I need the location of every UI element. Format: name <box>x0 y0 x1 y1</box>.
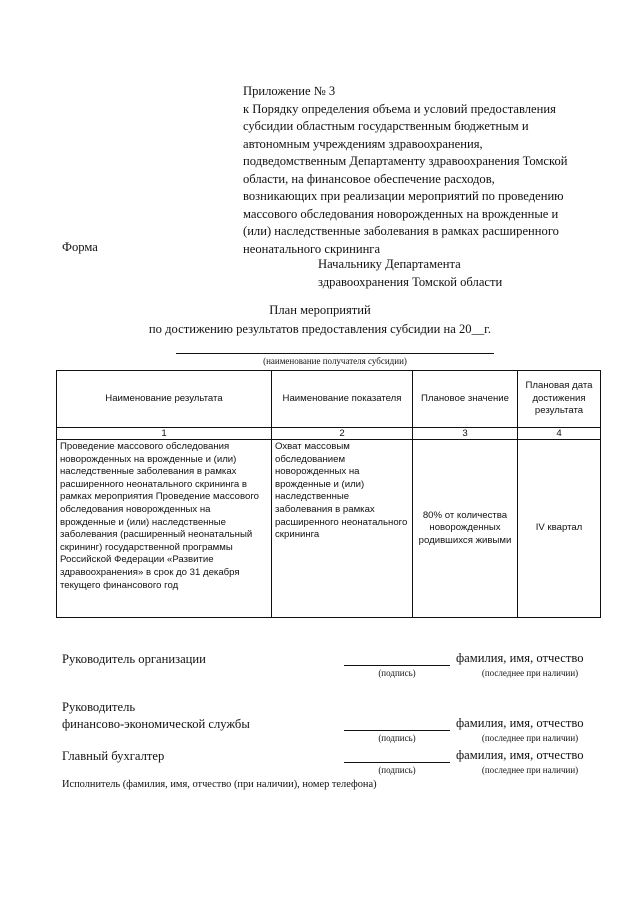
fio-caption: (последнее при наличии) <box>481 668 579 678</box>
column-number-row <box>57 428 601 440</box>
finance-head-signature-line[interactable] <box>344 730 450 731</box>
table-row <box>57 440 601 618</box>
plan-subtitle: по достижению результатов предоставления субсидии на 20__г. <box>148 322 492 336</box>
column-header: Плановая дата достижения результата <box>518 371 601 428</box>
fio-caption: (последнее при наличии) <box>481 765 579 775</box>
accountant-fio: фамилия, имя, отчество <box>456 748 584 762</box>
appendix-line: к Порядку определения объема и условий предоставления <box>243 101 556 116</box>
finance-head-fio: фамилия, имя, отчество <box>456 716 584 730</box>
column-number: 1 <box>57 428 272 440</box>
plan-title: План мероприятий <box>269 303 371 317</box>
appendix-line: Приложение № 3 <box>243 84 336 98</box>
appendix-line: неонатального скрининга <box>243 241 381 256</box>
head-signature-line[interactable] <box>344 665 450 666</box>
column-number: 2 <box>272 428 413 440</box>
appendix-line: области, на финансовое обеспечение расходов, <box>243 171 495 186</box>
result-cell: Проведение массового обследования новорожденных на врожденные и (или) наследственные заболевания в рамках расширенного неонатального скрининга в рамках мероприятия Проведение массового обследования новорожденных на врожденные и (или) наследственные заболевания (расширенный неонатальный скрининг) государственной программы Российской Федерации «Развитие здравоохранения» в срок до 31 декабря текущего финансового год <box>57 440 272 618</box>
accountant-signature-line[interactable] <box>344 762 450 763</box>
finance-head-label-line: финансово-экономической службы <box>62 717 250 731</box>
appendix-line: субсидии областным государственным бюджетным и <box>243 119 529 133</box>
column-header: Наименование показателя <box>272 371 413 428</box>
head-fio: фамилия, имя, отчество <box>456 651 584 665</box>
fio-caption: (последнее при наличии) <box>481 733 579 743</box>
recipient-caption: (наименование получателя субсидии) <box>263 356 407 366</box>
column-number: 3 <box>413 428 518 440</box>
signature-caption: (подпись) <box>378 765 416 775</box>
finance-head-label <box>62 699 250 733</box>
column-number: 4 <box>518 428 601 440</box>
signature-caption: (подпись) <box>378 668 416 678</box>
addressee <box>318 256 502 291</box>
table-header-row <box>57 371 601 428</box>
plan-table <box>56 370 601 618</box>
column-header: Плановое значение <box>413 371 518 428</box>
appendix-line: возникающих при реализации мероприятий по проведению <box>243 189 564 203</box>
finance-head-label-line: Руководитель <box>62 700 136 714</box>
appendix-header <box>243 83 615 258</box>
signature-caption: (подпись) <box>378 733 416 743</box>
appendix-line: подведомственным Департаменту здравоохранения Томской <box>243 154 568 168</box>
column-header: Наименование результата <box>57 371 272 428</box>
appendix-line: автономным учреждениям здравоохранения, <box>243 136 483 151</box>
indicator-cell: Охват массовым обследованием новорожденных на врожденные и (или) наследственные заболевания в рамках расширенного неонатального скрининга <box>272 440 413 618</box>
forma-label: Форма <box>62 240 98 254</box>
addressee-line: здравоохранения Томской области <box>318 274 503 289</box>
planned-value-cell: 80% от количества новорожденных родившихся живыми <box>413 440 518 618</box>
executor-line: Исполнитель (фамилия, имя, отчество (при наличии), номер телефона) <box>62 779 377 790</box>
head-label: Руководитель организации <box>62 652 206 666</box>
recipient-name-line[interactable] <box>176 353 494 354</box>
addressee-line: Начальнику Департамента <box>318 257 461 271</box>
appendix-line: массового обследования новорожденных на врожденные и <box>243 206 559 221</box>
accountant-label: Главный бухгалтер <box>62 749 165 763</box>
planned-date-cell: IV квартал <box>518 440 601 618</box>
appendix-line: (или) наследственные заболевания в рамках расширенного <box>243 224 559 238</box>
